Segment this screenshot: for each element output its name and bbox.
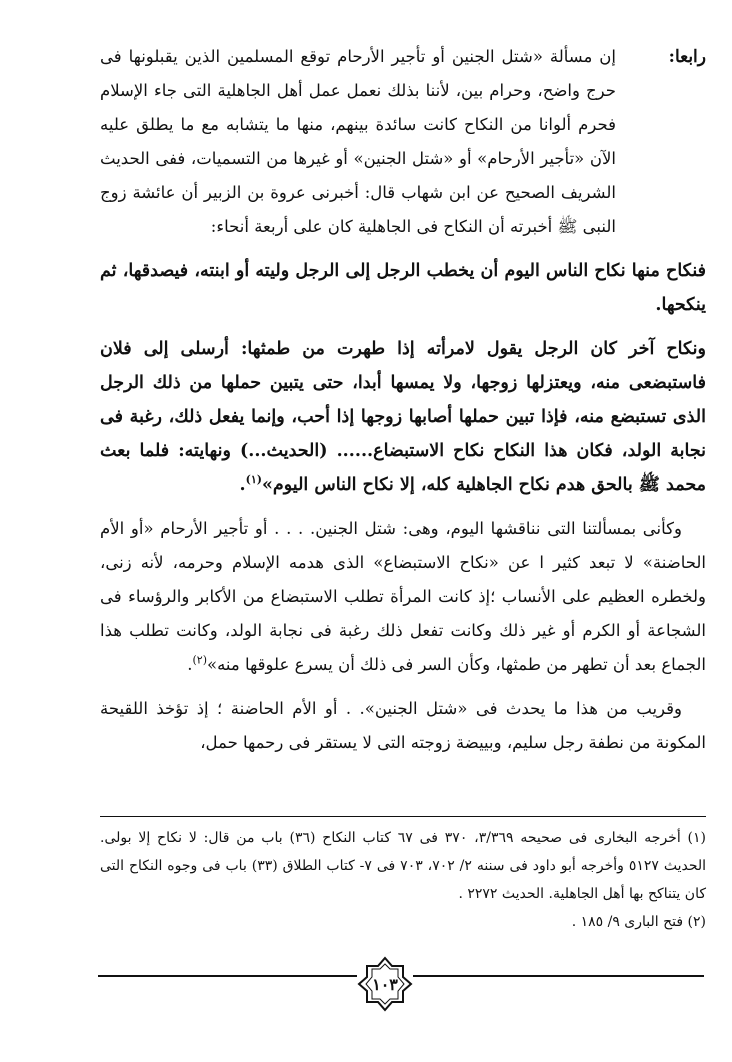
paragraph-3-text: ونكاح آخر كان الرجل يقول لامرأته إذا طهرت من طمثها: أرسلى إلى فلان فاستبضعى منه، ويعتزلها زوجها، ولا يمسها أبدا، حتى يتبين حملها من ذلك الرجل الذى تستبضع منه، فإذا تبين حملها أصابها زوجها إذا أحب، وإنما يفعل ذلك، رغبة فى نجابة الولد، فكان هذا النكاح نكاح الاستبضاع...... (الحديث...) ونهايته: فلما بعث محمد ﷺ بالحق هدم نكاح الجاهلية كله، إلا نكاح الناس اليوم» <box>100 339 706 495</box>
footnote-1: (١) أخرجه البخارى فى صحيحه ٣/٣٦٩، ٣٧٠ فى ٦٧ كتاب النكاح (٣٦) باب من قال: لا نكاح إلا بولى. الحديث ٥١٢٧ وأخرجه أبو داود فى سننه ٢/ ٧٠٢، ٧٠٣ فى ٧- كتاب الطلاق (٣٣) باب فى وجوه النكاح التى كان يتناكح بها أهل الجاهلية. الحديث ٢٢٧٢ . <box>100 830 707 902</box>
paragraph-2: فنكاح منها نكاح الناس اليوم أن يخطب الرجل إلى الرجل وليته أو ابنته، فيصدقها، ثم ينكحها. <box>100 261 706 315</box>
lead-label: رابعا: <box>668 47 706 67</box>
footnotes <box>100 824 706 936</box>
footnote-ref-1[interactable]: (١) <box>245 473 262 487</box>
paragraph-5: وقريب من هذا ما يحدث فى «شتل الجنين». . أو الأم الحاضنة ؛ إذ تؤخذ اللقيحة المكونة من نطفة رجل سليم، وبييضة زوجته التى لا يستقر فى رحمها حمل، <box>100 699 706 752</box>
footnote-2: (٢) فتح البارى ٩/ ١٨٥ . <box>571 914 706 930</box>
paragraph-1 <box>100 40 706 244</box>
paragraph-1-text: إن مسألة «شتل الجنين أو تأجير الأرحام توقع المسلمين الذين يقبلونها فى حرج واضح، وحرام بين، لأننا بذلك نعمل عمل أهل الجاهلية التى جاء الإسلام فحرم ألوانا من النكاح كانت سائدة بينهم، منها ما يتشابه مع ما يطلق عليه الآن «تأجير الأرحام» أو «شتل الجنين» أو غيرها من التسميات، ففى الحديث الشريف الصحيح عن ابن شهاب قال: أخبرنى عروة بن الزبير أن عائشة زوج النبى ﷺ أخبرته أن النكاح فى الجاهلية كان على أربعة أنحاء: <box>100 47 616 236</box>
page-number-ornament <box>357 956 413 1012</box>
main-text <box>100 40 706 760</box>
footnote-ref-2[interactable]: (٢) <box>192 653 207 667</box>
paragraph-4 <box>100 512 706 682</box>
paragraph-4-text: وكأنى بمسألتنا التى نناقشها اليوم، وهى: شتل الجنين. . . . أو تأجير الأرحام «أو الأم الحاضنة» لا تبعد كثير ا عن «نكاح الاستبضاع» الذى هدمه الإسلام وحرمه، لأنه زنى، ولخطره العظيم على الأنساب ؛إذ كانت المرأة تطلب الاستبضاع من الأكابر والرؤساء فى الشجاعة أو الكرم أو غير ذلك وكانت تفعل ذلك رغبة فى نجابة الولد، وكانت تطلب هذا الجماع بعد أن تطهر من طمثها، وكأن السر فى ذلك أن يسرع علوقها منه» <box>100 519 706 674</box>
footnote-separator <box>100 816 706 817</box>
paragraph-3-end: . <box>239 475 246 495</box>
paragraph-4-end: . <box>187 655 193 674</box>
paragraph-3 <box>100 332 706 502</box>
page-number: ١٠٣ <box>372 974 398 994</box>
